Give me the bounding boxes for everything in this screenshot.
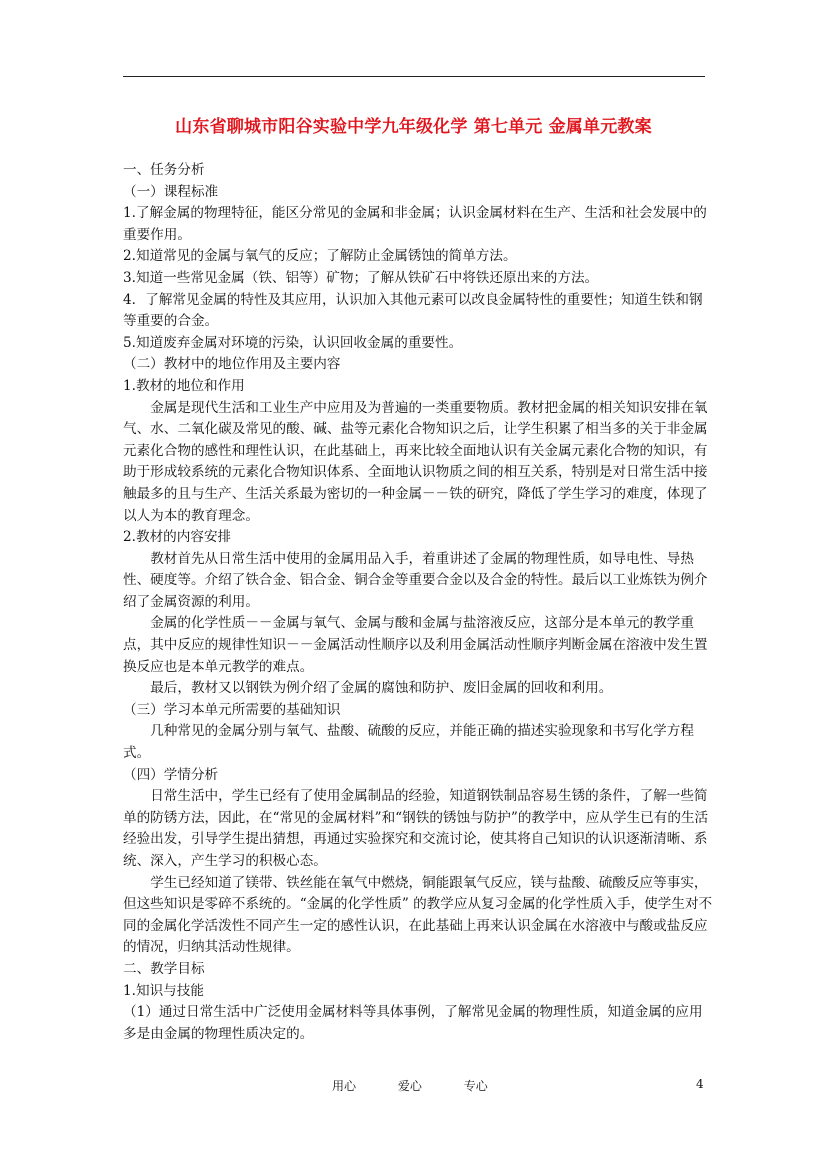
paragraph: （1）通过日常生活中广泛使用金属材料等具体事例，了解常见金属的物理性质，知道金属的应用多是由金属的物理性质决定的。	[123, 1004, 703, 1042]
item-heading: 1.知识与技能	[123, 982, 204, 999]
page-footer	[0, 1077, 827, 1097]
paragraph: 教材首先从日常生活中使用的金属用品入手，着重讲述了金属的物理性质，如导电性、导热性、硬度等。介绍了铁合金、铝合金、铜合金等重要合金以及合金的特性。最后以工业炼铁为例介绍了金属资源的利用。	[123, 550, 708, 610]
subsection-heading: （二）教材中的地位作用及主要内容	[123, 356, 341, 373]
subsection-heading: （一）课程标准	[123, 183, 219, 200]
header-rule	[123, 76, 705, 77]
subsection-heading: （三）学习本单元所需要的基础知识	[123, 701, 341, 718]
paragraph: 最后，教材又以钢铁为例介绍了金属的腐蚀和防护、废旧金属的回收和利用。	[150, 680, 613, 697]
paragraph: 1.了解金属的物理特征，能区分常见的金属和非金属；认识金属材料在生产、生活和社会发展中的重要作用。	[123, 205, 707, 243]
item-heading: 2.教材的内容安排	[123, 529, 232, 546]
subsection-heading: （四）学情分析	[123, 766, 219, 783]
document-body	[123, 160, 713, 1045]
paragraph: 金属是现代生活和工业生产中应用及为普遍的一类重要物质。教材把金属的相关知识安排在氧气、水、二氧化碳及常见的酸、碱、盐等元素化合物知识之后，让学生积累了相当多的关于非金属元素化合物的感性和理性认识，在此基础上，再来比较全面地认识有关金属元素化合物的知识，有助于形成较系统的元素化合物知识体系、全面地认识物质之间的相互关系，特别是对日常生活中接触最多的且与生产、生活关系最为密切的一种金属－－铁的研究，降低了学生学习的难度，体现了以人为本的教育理念。	[123, 399, 708, 524]
page-number: 4	[696, 1077, 704, 1091]
paragraph: 2.知道常见的金属与氧气的反应；了解防止金属锈蚀的简单方法。	[123, 248, 517, 265]
section-heading: 一、任务分析	[123, 162, 205, 178]
paragraph: 5.知道废弃金属对环境的污染，认识回收金属的重要性。	[123, 334, 463, 351]
section-heading: 二、教学目标	[123, 960, 205, 977]
paragraph: 日常生活中，学生已经有了使用金属制品的经验，知道钢铁制品容易生锈的条件，了解一些简单的防锈方法，因此，在“常见的金属材料”和“钢铁的锈蚀与防护”的教学中，应从学生已有的生活经验出发，引导学生提出猜想，再通过实验探究和交流讨论，使其将自己知识的认识逐渐清晰、系统、深入，产生学习的积极心态。	[123, 788, 709, 869]
paragraph: 金属的化学性质－－金属与氧气、金属与酸和金属与盐溶液反应，这部分是本单元的教学重点，其中反应的规律性知识－－金属活动性顺序以及利用金属活动性顺序判断金属在溶液中发生置换反应也是本单元教学的难点。	[123, 615, 708, 675]
paragraph: 3.知道一些常见金属（铁、铝等）矿物；了解从铁矿石中将铁还原出来的方法。	[123, 269, 599, 286]
document-title: 山东省聊城市阳谷实验中学九年级化学 第七单元 金属单元教案	[175, 117, 652, 137]
paragraph: 4．了解常见金属的特性及其应用，认识加入其他元素可以改良金属特性的重要性；知道生铁和钢等重要的合金。	[123, 291, 703, 330]
footer-slogan-item: 用心	[332, 1079, 357, 1093]
footer-slogan-item: 爱心	[397, 1079, 422, 1093]
footer-slogan-item: 专心	[463, 1079, 488, 1093]
paragraph: 学生已经知道了镁带、铁丝能在氧气中燃烧，铜能跟氧气反应，镁与盐酸、硫酸反应等事实，但这些知识是零碎不系统的。“金属的化学性质” 的教学应从复习金属的化学性质入手，使学生对不同的金属化学活泼性不同产生一定的感性认识，在此基础上再来认识金属在水溶液中与酸或盐反应的情况，归纳其活动性规律。	[123, 874, 713, 956]
paragraph: 几种常见的金属分别与氧气、盐酸、硫酸的反应，并能正确的描述实验现象和书写化学方程式。	[123, 723, 694, 762]
footer-slogan	[332, 1077, 526, 1094]
item-heading: 1.教材的地位和作用	[123, 377, 245, 394]
